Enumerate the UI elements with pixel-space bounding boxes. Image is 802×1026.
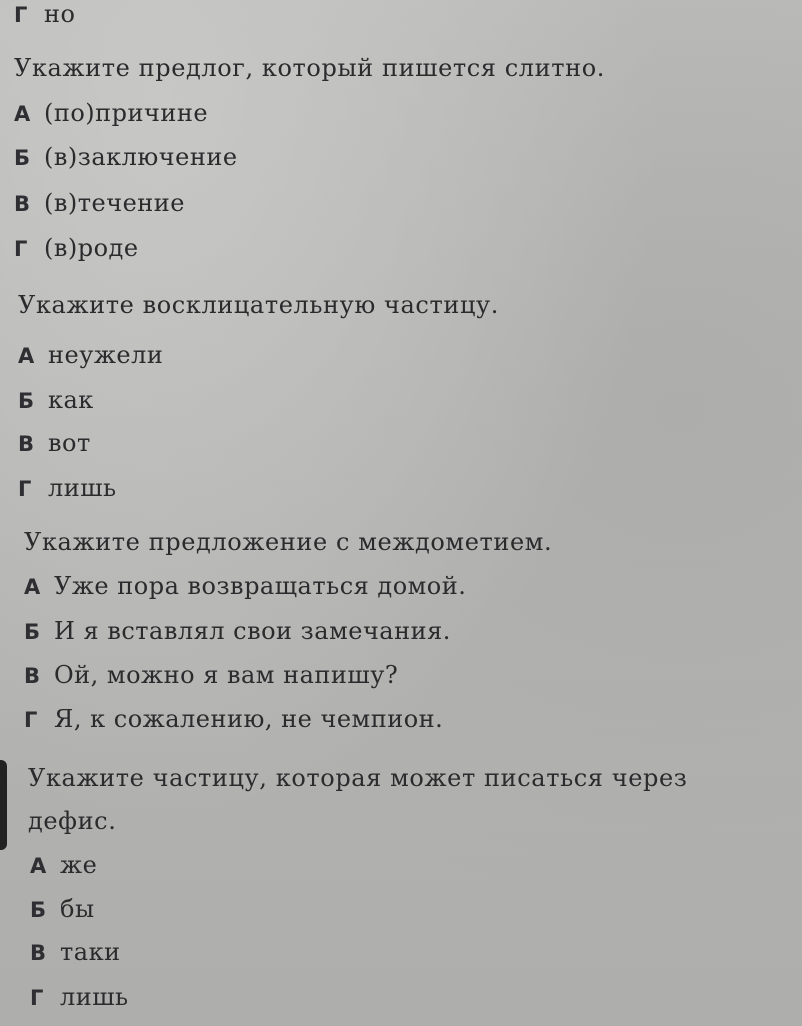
question-4-option-g: [30, 983, 129, 1011]
question-1-option-g: [14, 234, 139, 262]
question-3-option-v: [24, 661, 398, 689]
option-text: лишь: [48, 474, 117, 502]
option-letter: Б: [30, 898, 47, 922]
question-4-option-a: [30, 851, 97, 879]
option-letter: В: [14, 192, 31, 216]
option-letter: Г: [18, 477, 32, 501]
option-text: (в)течение: [44, 189, 185, 217]
option-text: (в)роде: [44, 234, 139, 262]
question-4-prompt-line1: Укажите частицу, которая может писаться через: [28, 764, 688, 792]
question-3-prompt: Укажите предложение с междометием.: [24, 528, 553, 556]
question-4-prompt-line2: дефис.: [28, 807, 117, 835]
question-2-option-v: [18, 429, 91, 457]
option-text: бы: [60, 895, 95, 923]
option-text: как: [48, 386, 94, 414]
question-1-option-a: [14, 99, 208, 127]
option-text: лишь: [60, 983, 129, 1011]
question-2-option-b: [18, 386, 94, 414]
option-letter: А: [24, 575, 41, 599]
question-3-option-a: [24, 572, 466, 600]
option-letter: Б: [18, 389, 35, 413]
option-letter: В: [18, 432, 35, 456]
question-2-prompt: Укажите восклицательную частицу.: [18, 291, 499, 319]
option-letter: Г: [14, 237, 28, 261]
option-letter: Г: [30, 986, 44, 1010]
option-letter: Б: [14, 146, 31, 170]
option-text: неужели: [48, 341, 164, 369]
option-letter: Г: [14, 3, 28, 27]
question-2-option-a: [18, 341, 163, 369]
option-text: но: [44, 0, 76, 28]
option-text: И я вставлял свои замечания.: [54, 617, 451, 645]
question-1-prompt: Укажите предлог, который пишется слитно.: [14, 54, 605, 82]
option-letter: А: [30, 854, 47, 878]
option-text: (в)заключение: [44, 143, 238, 171]
question-2-option-g: [18, 474, 117, 502]
option-text: же: [60, 851, 98, 879]
option-text: (по)причине: [44, 99, 209, 127]
option-letter: Б: [24, 620, 41, 644]
prev-option-g: [14, 0, 75, 28]
option-text: Уже пора возвращаться домой.: [54, 572, 467, 600]
question-3-option-b: [24, 617, 451, 645]
question-4-option-b: [30, 895, 95, 923]
option-text: Я, к сожалению, не чемпион.: [54, 705, 444, 733]
option-letter: В: [30, 941, 47, 965]
question-1-option-b: [14, 143, 238, 171]
question-3-option-g: [24, 705, 443, 733]
option-text: вот: [48, 429, 91, 457]
question-4-option-v: [30, 938, 121, 966]
option-text: таки: [60, 938, 121, 966]
option-letter: А: [18, 344, 35, 368]
option-letter: А: [14, 102, 31, 126]
option-letter: Г: [24, 708, 38, 732]
page-edge-shadow: [0, 760, 7, 850]
option-text: Ой, можно я вам напишу?: [54, 661, 399, 689]
option-letter: В: [24, 664, 41, 688]
question-1-option-v: [14, 189, 185, 217]
